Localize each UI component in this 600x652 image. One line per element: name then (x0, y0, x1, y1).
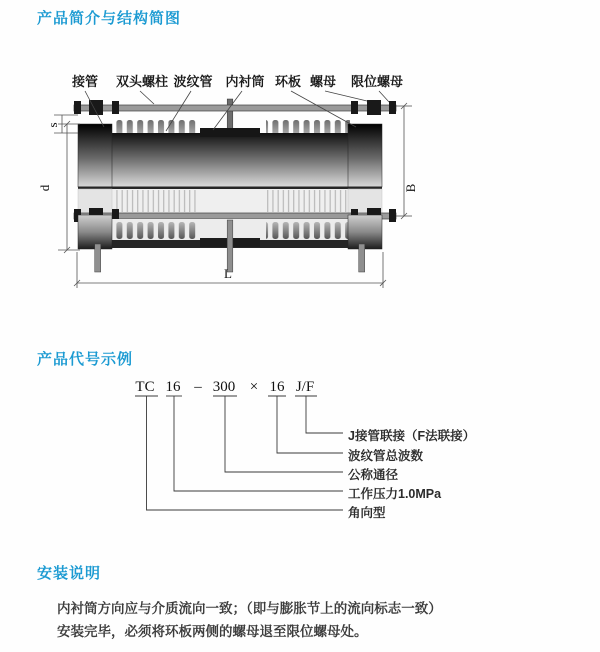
bellows-right-bottom (266, 222, 350, 240)
code-token-pressure: 16 (165, 379, 181, 395)
callout-pressure: 工作压力1.0MPa (348, 487, 442, 501)
code-token-jf: J/F (295, 379, 315, 395)
bellows-left-hidden-lines (114, 190, 198, 212)
code-token-waves: 16 (269, 379, 285, 395)
end-pipe-right-top (348, 124, 382, 187)
shell-top (105, 133, 365, 187)
install-note-1: 内衬筒方向应与介质流向一致；（即与膨胀节上的流向标志一致） (57, 601, 442, 616)
intro-section-title: 产品简介与结构简图 (37, 10, 182, 27)
callout-connection: J接管联接（F法联接） (348, 429, 476, 443)
liner-collar-top (200, 128, 260, 137)
code-callout-lines (135, 396, 343, 510)
part-label-nut: 螺母 (309, 74, 337, 89)
code-section-title: 产品代号示例 (37, 351, 134, 368)
part-label-ring-plate: 环板 (274, 74, 302, 89)
joint-top-half (74, 99, 396, 187)
part-label-jieguan: 接管 (71, 74, 99, 89)
dim-b-label: B (403, 183, 418, 193)
part-label-limit-nut: 限位螺母 (350, 74, 404, 89)
code-token-times: × (249, 379, 259, 395)
install-section-title: 安装说明 (37, 565, 102, 582)
callout-wave-count: 波纹管总波数 (348, 449, 424, 463)
callout-type: 角向型 (348, 506, 386, 520)
tie-rod-top (74, 105, 396, 111)
install-note-2: 安装完毕，必须将环板两侧的螺母退至限位螺母处。 (57, 624, 368, 639)
code-token-dn: 300 (212, 379, 236, 395)
dim-l-label: L (224, 266, 232, 281)
tie-rod-bottom (74, 213, 396, 219)
dim-d-label: d (37, 184, 52, 192)
end-pipe-left-top (78, 124, 112, 187)
bellows-left-bottom (114, 222, 198, 240)
end-pipe-right-bottom (348, 215, 382, 249)
code-token-dash: – (194, 379, 202, 395)
joint-bottom-half (74, 189, 396, 272)
part-label-stud: 双头螺柱 (115, 74, 169, 89)
part-label-liner: 内衬筒 (225, 74, 265, 89)
pipe-centerline (78, 187, 382, 190)
code-token-tc: TC (135, 379, 155, 395)
callout-nominal-dia: 公称通径 (348, 468, 399, 482)
part-label-bellows: 波纹管 (173, 74, 213, 89)
dim-s-label: s (45, 122, 60, 128)
bellows-right-hidden-lines (266, 190, 350, 212)
